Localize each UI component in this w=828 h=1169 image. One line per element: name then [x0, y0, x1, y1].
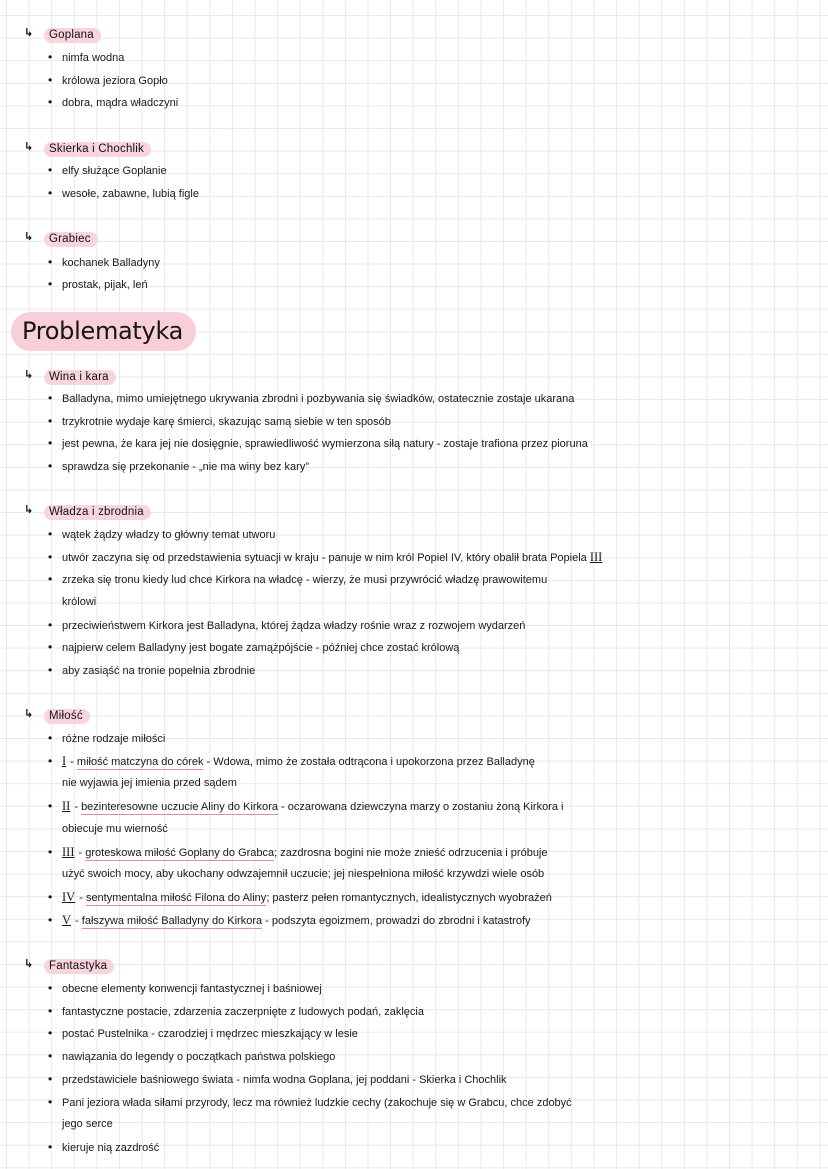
bullet-icon: •: [48, 663, 53, 677]
roman-numeral: I: [62, 754, 67, 768]
item-continuation: jego serce: [62, 1118, 113, 1130]
bullet-icon: •: [48, 459, 53, 473]
bullet-icon: •: [48, 414, 53, 428]
bullet-icon: •: [48, 572, 53, 586]
bullet-icon: •: [48, 1095, 53, 1109]
item-text: najpierw celem Balladyny jest bogate zamążpójście - później chce zostać królową: [62, 642, 460, 654]
arrow-icon: ↳: [24, 956, 34, 970]
bullet-icon: •: [48, 981, 53, 995]
bullet-icon: •: [48, 436, 53, 450]
item-text: sprawdza się przekonanie - „nie ma winy bez kary”: [62, 461, 309, 473]
bullet-icon: •: [48, 1140, 53, 1154]
list-item: [48, 1022, 808, 1046]
heading-fantastyka: [24, 955, 114, 977]
bullet-icon: •: [48, 845, 53, 859]
list-item: [48, 1000, 808, 1024]
bullet-icon: •: [48, 73, 53, 87]
section-title: Problematyka: [14, 315, 193, 348]
item-text: - oczarowana dziewczyna marzy o zostaniu żoną Kirkora i: [277, 801, 564, 813]
arrow-icon: ↳: [24, 367, 34, 381]
list-item: • V - fałszywa miłość Balladyny do Kirkora - podszyta egoizmem, prowadzi do zbrodni i katastrofy: [48, 909, 808, 933]
item-text: postać Pustelnika - czarodziej i mędrzec mieszkający w lesie: [62, 1028, 358, 1040]
bullet-icon: •: [48, 1004, 53, 1018]
heading-skierka-chochlik: [24, 138, 151, 160]
bullet-icon: •: [48, 1072, 53, 1086]
item-text: zrzeka się tronu kiedy lud chce Kirkora na władcę - wierzy, że musi przywrócić władzę prawowitemu: [62, 574, 548, 586]
item-text: kochanek Balladyny: [62, 257, 160, 269]
list-item: [48, 455, 808, 479]
list-item: [48, 614, 808, 638]
bullet-icon: •: [48, 1026, 53, 1040]
bullet-icon: •: [48, 186, 53, 200]
list-item: [48, 1091, 808, 1115]
item-text: fantastyczne postacie, zdarzenia zaczerpnięte z ludowych podań, zaklęcia: [62, 1006, 424, 1018]
bullet-icon: •: [48, 255, 53, 269]
heading-grabiec: [24, 228, 98, 250]
item-text: przedstawiciele baśniowego świata - nimfa wodna Goplana, jej poddani - Skierka i Chochlik: [62, 1074, 507, 1086]
heading-label: Władza i zbrodnia: [44, 505, 151, 520]
list-item: • I - miłość matczyna do córek - Wdowa, mimo że została odtrącona i upokorzona przez Balladynę: [48, 750, 808, 774]
bullet-icon: •: [48, 550, 53, 564]
bullet-icon: •: [48, 163, 53, 177]
list-item: [48, 636, 808, 660]
bullet-icon: •: [48, 890, 53, 904]
list-item: [48, 1136, 808, 1160]
item-text: ; pasterz pełen romantycznych, idealistycznych wyobrażeń: [266, 892, 552, 904]
underlined-text: bezinteresowne uczucie Aliny do Kirkora: [81, 801, 278, 813]
heading-label: Wina i kara: [44, 370, 116, 385]
underlined-text: miłość matczyna do córek: [76, 756, 204, 768]
heading-label: Skierka i Chochlik: [44, 142, 151, 157]
item-text: przeciwieństwem Kirkora jest Balladyna, której żądza władzy rośnie wraz z rozwojem wydarzeń: [62, 620, 526, 632]
bullet-icon: •: [48, 913, 53, 927]
item-text: Pani jeziora włada siłami przyrody, lecz ma również ludzkie cechy (zakochuje się w Grabcu, chce zdobyć: [62, 1097, 572, 1109]
heading-label: Fantastyka: [44, 959, 114, 974]
arrow-icon: ↳: [24, 139, 34, 153]
item-text: nimfa wodna: [62, 52, 125, 64]
list-item: [48, 69, 808, 93]
list-item: [48, 659, 808, 683]
list-item: [48, 182, 808, 206]
item-continuation: obiecuje mu wierność: [62, 823, 168, 835]
list-item: [48, 977, 808, 1001]
item-text: obecne elementy konwencji fantastycznej i baśniowej: [62, 983, 322, 995]
list-item: [48, 546, 808, 570]
item-continuation: nie wyjawia jej imienia przed sądem: [62, 777, 237, 789]
item-text: elfy służące Goplanie: [62, 165, 167, 177]
item-text: - podszyta egoizmem, prowadzi do zbrodni i katastrofy: [262, 915, 531, 927]
item-text: utwór zaczyna się od przedstawienia sytuacji w kraju - panuje w nim król Popiel IV, który obalił brata Popiela: [62, 552, 587, 564]
list-item: [48, 432, 808, 456]
arrow-icon: ↳: [24, 229, 34, 243]
bullet-icon: •: [48, 731, 53, 745]
list-item: [48, 387, 808, 411]
bullet-icon: •: [48, 527, 53, 541]
item-text: - Wdowa, mimo że została odtrącona i upokorzona przez Balladynę: [203, 756, 535, 768]
list-item: [48, 523, 808, 547]
list-item: [48, 568, 808, 592]
list-item: [48, 159, 808, 183]
heading-milosc: [24, 705, 90, 727]
bullet-icon: •: [48, 95, 53, 109]
bullet-icon: •: [48, 640, 53, 654]
bullet-icon: •: [48, 754, 53, 768]
item-text: wesołe, zabawne, lubią figle: [62, 188, 199, 200]
item-text: nawiązania do legendy o początkach państwa polskiego: [62, 1051, 336, 1063]
underlined-text: groteskowa miłość Goplany do Grabca: [85, 847, 275, 859]
heading-label: Grabiec: [44, 232, 98, 247]
bullet-icon: •: [48, 50, 53, 64]
roman-numeral: III: [589, 550, 603, 564]
list-item: [48, 1045, 808, 1069]
bullet-icon: •: [48, 391, 53, 405]
list-item: [48, 91, 808, 115]
roman-numeral: III: [62, 845, 75, 859]
item-text: Balladyna, mimo umiejętnego ukrywania zbrodni i pozbywania się świadków, ostatecznie zostaje ukarana: [62, 393, 575, 405]
item-continuation: użyć swoich mocy, aby ukochany odwzajemnił uczucie; jej niespełniona miłość krzywdzi wiele osób: [62, 868, 545, 880]
item-text: królowa jeziora Gopło: [62, 75, 168, 87]
bullet-icon: •: [48, 799, 53, 813]
heading-goplana: [24, 24, 101, 46]
arrow-icon: ↳: [24, 25, 34, 39]
item-text: trzykrotnie wydaje karę śmierci, skazując samą siebie w ten sposób: [62, 416, 391, 428]
item-text: ; zazdrosna bogini nie może znieść odrzucenia i próbuje: [274, 847, 548, 859]
bullet-icon: •: [48, 1049, 53, 1063]
list-item: [48, 727, 808, 751]
list-item: • IV - sentymentalna miłość Filona do Aliny; pasterz pełen romantycznych, idealistycznych wyobrażeń: [48, 886, 808, 910]
heading-wina-i-kara: [24, 366, 116, 388]
list-item: [48, 46, 808, 70]
list-item: • II - bezinteresowne uczucie Aliny do Kirkora - oczarowana dziewczyna marzy o zostaniu żoną Kirkora i: [48, 795, 808, 819]
roman-numeral: IV: [62, 890, 76, 904]
roman-numeral: II: [62, 799, 71, 813]
list-item: [48, 1068, 808, 1092]
underlined-text: fałszywa miłość Balladyny do Kirkora: [81, 915, 263, 927]
item-text: różne rodzaje miłości: [62, 733, 166, 745]
heading-label: Goplana: [44, 28, 101, 43]
arrow-icon: ↳: [24, 706, 34, 720]
arrow-icon: ↳: [24, 502, 34, 516]
underlined-text: sentymentalna miłość Filona do Aliny: [85, 892, 267, 904]
bullet-icon: •: [48, 618, 53, 632]
bullet-icon: •: [48, 277, 53, 291]
item-text: wątek żądzy władzy to główny temat utworu: [62, 529, 276, 541]
item-text: jest pewna, że kara jej nie dosięgnie, sprawiedliwość wymierzona siłą natury - zostaje trafiona przez pioruna: [62, 438, 588, 450]
heading-label: Miłość: [44, 709, 90, 724]
heading-wladza-i-zbrodnia: [24, 501, 151, 523]
item-continuation: królowi: [62, 596, 97, 608]
item-text: aby zasiąść na tronie popełnia zbrodnie: [62, 665, 256, 677]
item-text: dobra, mądra władczyni: [62, 97, 179, 109]
item-text: kieruje nią zazdrość: [62, 1142, 160, 1154]
list-item: [48, 410, 808, 434]
roman-numeral: V: [62, 913, 72, 927]
item-text: prostak, pijak, leń: [62, 279, 148, 291]
list-item: [48, 273, 808, 297]
list-item: • III - groteskowa miłość Goplany do Grabca; zazdrosna bogini nie może znieść odrzucenia i próbuje: [48, 841, 808, 865]
list-item: [48, 251, 808, 275]
